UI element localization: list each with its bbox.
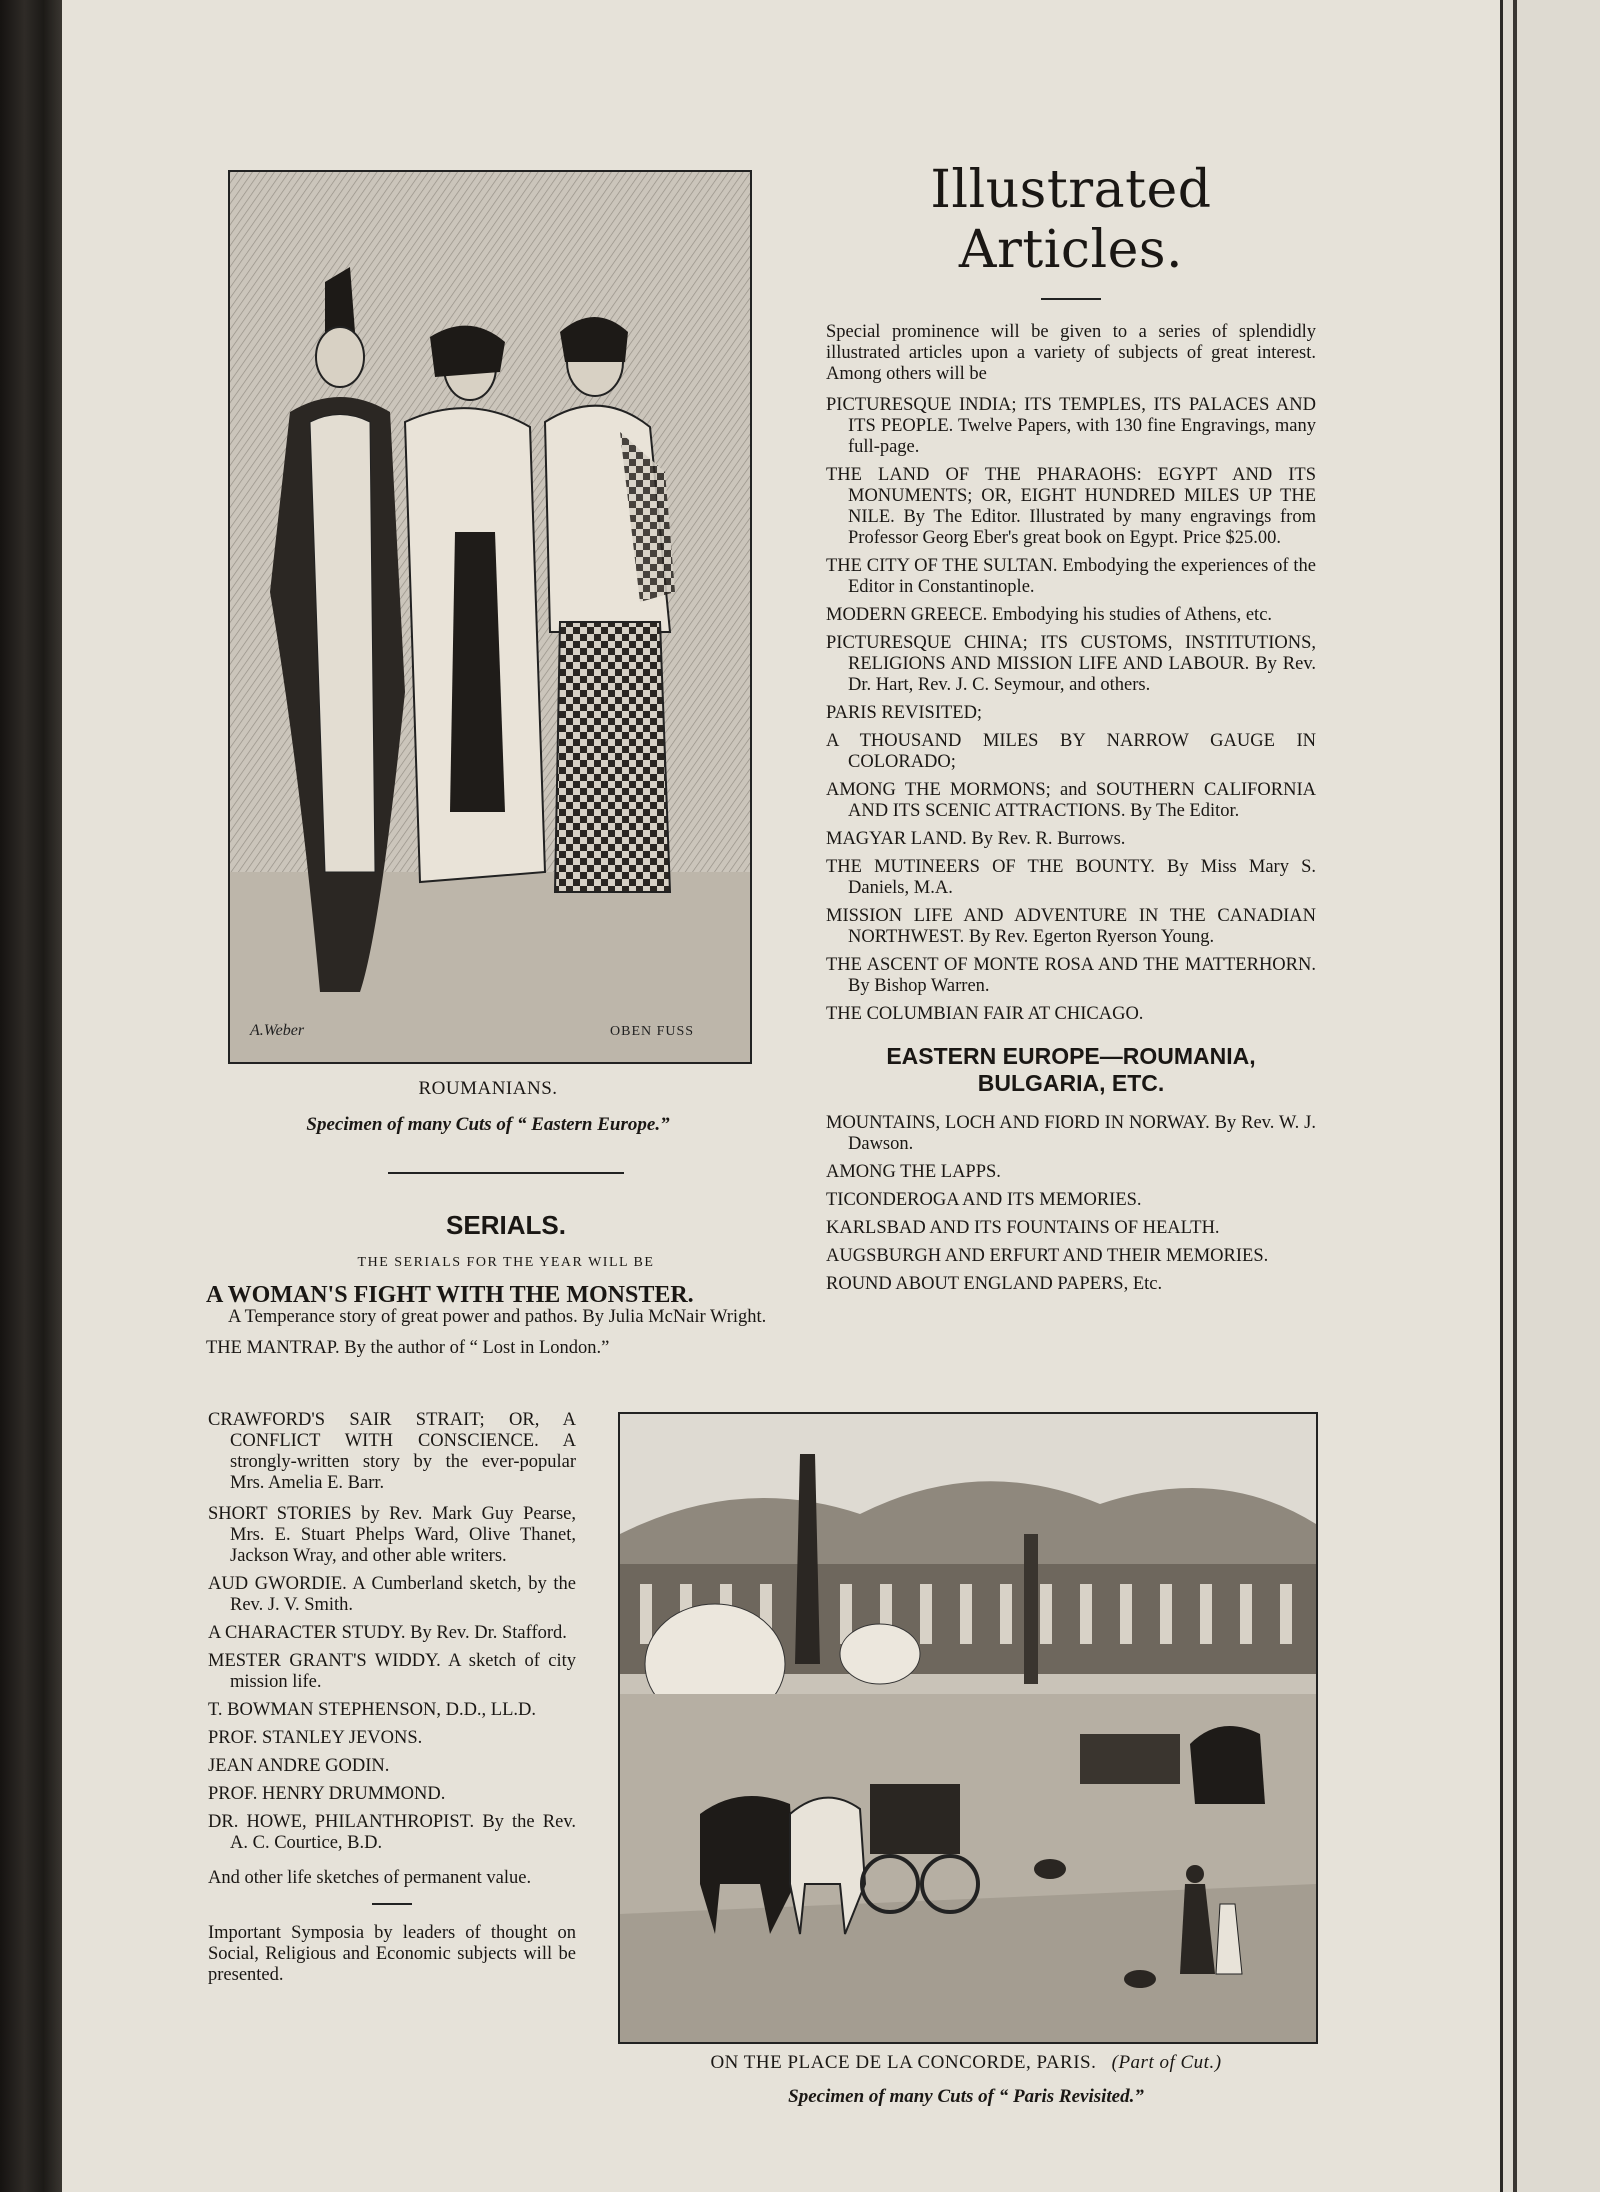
- list-item: SHORT STORIES by Rev. Mark Guy Pearse, Mrs. E. Stuart Phelps Ward, Olive Thanet, Jackson Wray, and other able writers.: [208, 1504, 576, 1566]
- list-item: THE MUTINEERS OF THE BOUNTY. By Miss Mary S. Daniels, M.A.: [826, 857, 1316, 898]
- roumanians-subcaption: Specimen of many Cuts of “ Eastern Europe.”: [306, 1114, 670, 1135]
- list-item: THE CITY OF THE SULTAN. Embodying the experiences of the Editor in Constantinople.: [826, 556, 1316, 597]
- list-item: PROF. STANLEY JEVONS.: [208, 1728, 423, 1748]
- list-item: MESTER GRANT'S WIDDY. A sketch of city mission life.: [208, 1651, 576, 1692]
- list-item: MAGYAR LAND. By Rev. R. Burrows.: [826, 829, 1126, 849]
- facing-page-edge: [1500, 0, 1600, 2192]
- illustrated-articles-section: [826, 160, 1316, 1302]
- list-item: T. BOWMAN STEPHENSON, D.D., LL.D.: [208, 1700, 537, 1720]
- roumanians-caption: ROUMANIANS.: [418, 1078, 558, 1099]
- list-item: THE LAND OF THE PHARAOHS: EGYPT AND ITS MONUMENTS; OR, EIGHT HUNDRED MILES UP THE NILE. By The Editor. Illustrated by many engravings from Professor Georg Eber's great book on Egypt. Price $25.00.: [826, 465, 1316, 548]
- serials-list: [208, 1410, 576, 1986]
- articles-list-2: [826, 1113, 1316, 1295]
- list-item: THE COLUMBIAN FAIR AT CHICAGO.: [826, 1004, 1144, 1024]
- serials-subtitle: THE SERIALS FOR THE YEAR WILL BE: [357, 1255, 655, 1270]
- list-item: AMONG THE MORMONS; and SOUTHERN CALIFORNIA AND ITS SCENIC ATTRACTIONS. By The Editor.: [826, 780, 1316, 821]
- concorde-caption: [618, 2052, 1314, 2074]
- list-item: A THOUSAND MILES BY NARROW GAUGE IN COLORADO;: [826, 731, 1316, 772]
- lead-serial-desc: A Temperance story of great power and pathos. By Julia McNair Wright.: [228, 1307, 767, 1327]
- list-item: MOUNTAINS, LOCH AND FIORD IN NORWAY. By Rev. W. J. Dawson.: [826, 1113, 1316, 1154]
- list-item: A CHARACTER STUDY. By Rev. Dr. Stafford.: [208, 1623, 567, 1643]
- illustrated-articles-title: Illustrated Articles.: [930, 160, 1212, 280]
- list-item: AUD GWORDIE. A Cumberland sketch, by the Rev. J. V. Smith.: [208, 1574, 576, 1615]
- list-item: ROUND ABOUT ENGLAND PAPERS, Etc.: [826, 1274, 1163, 1294]
- divider-rule: [388, 1172, 624, 1174]
- roumanians-engraving: [228, 170, 752, 1064]
- list-item: MISSION LIFE AND ADVENTURE IN THE CANADIAN NORTHWEST. By Rev. Egerton Ryerson Young.: [826, 906, 1316, 947]
- articles-intro: Special prominence will be given to a series of splendidly illustrated articles upon a variety of subjects of great interest. Among others will be: [826, 322, 1316, 384]
- concorde-subcaption: Specimen of many Cuts of “ Paris Revisited.”: [788, 2086, 1144, 2107]
- list-item: PICTURESQUE INDIA; ITS TEMPLES, ITS PALACES AND ITS PEOPLE. Twelve Papers, with 130 fine Engravings, many full-page.: [826, 395, 1316, 457]
- serials-section: [206, 1212, 806, 1371]
- artist-signature-left: A.Weber: [250, 1022, 305, 1039]
- concorde-caption-note: (Part of Cut.): [1111, 2052, 1222, 2073]
- articles-list: [826, 395, 1316, 1025]
- list-item: AUGSBURGH AND ERFURT AND THEIR MEMORIES.: [826, 1246, 1269, 1266]
- mantrap-entry: THE MANTRAP. By the author of “ Lost in London.”: [206, 1338, 610, 1358]
- lead-serial-title: A WOMAN'S FIGHT WITH THE MONSTER.: [206, 1282, 694, 1308]
- list-item: PROF. HENRY DRUMMOND.: [208, 1784, 446, 1804]
- serials-title: SERIALS.: [446, 1210, 566, 1240]
- list-item: DR. HOWE, PHILANTHROPIST. By the Rev. A. C. Courtice, B.D.: [208, 1812, 576, 1853]
- eastern-europe-heading: EASTERN EUROPE—ROUMANIA, BULGARIA, ETC.: [886, 1043, 1256, 1096]
- list-item: KARLSBAD AND ITS FOUNTAINS OF HEALTH.: [826, 1218, 1220, 1238]
- list-item: MODERN GREECE. Embodying his studies of Athens, etc.: [826, 605, 1273, 625]
- place-de-la-concorde-engraving: [618, 1412, 1318, 2044]
- list-item: AMONG THE LAPPS.: [826, 1162, 1001, 1182]
- list-item: JEAN ANDRE GODIN.: [208, 1756, 390, 1776]
- list-item: TICONDEROGA AND ITS MEMORIES.: [826, 1190, 1142, 1210]
- list-item: PICTURESQUE CHINA; ITS CUSTOMS, INSTITUTIONS, RELIGIONS AND MISSION LIFE AND LABOUR. By Rev. Dr. Hart, Rev. J. C. Seymour, and others.: [826, 633, 1316, 695]
- concorde-caption-title: ON THE PLACE DE LA CONCORDE, PARIS.: [710, 2052, 1097, 2073]
- list-item: THE ASCENT OF MONTE ROSA AND THE MATTERHORN. By Bishop Warren.: [826, 955, 1316, 996]
- list-item: PARIS REVISITED;: [826, 703, 983, 723]
- title-rule: [1041, 298, 1101, 300]
- book-binding: [0, 0, 62, 2192]
- list-item: CRAWFORD'S SAIR STRAIT; OR, A CONFLICT WITH CONSCIENCE. A strongly-written story by the ever-popular Mrs. Amelia E. Barr.: [208, 1410, 576, 1493]
- symposia-note: Important Symposia by leaders of thought on Social, Religious and Economic subjects will be presented.: [208, 1923, 576, 1985]
- engraver-signature-right: OBEN FUSS: [610, 1024, 695, 1039]
- closing-note: And other life sketches of permanent value.: [208, 1868, 532, 1888]
- small-rule: [372, 1903, 412, 1905]
